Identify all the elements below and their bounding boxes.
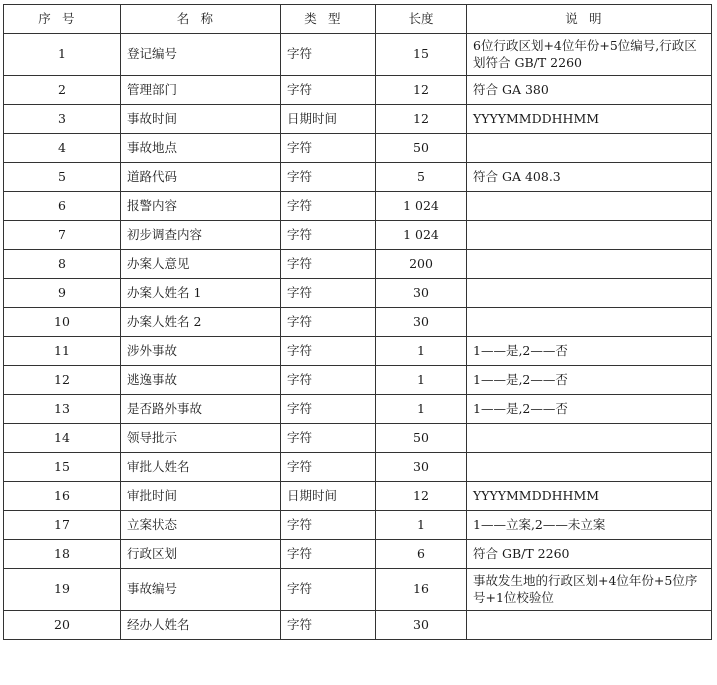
table-row — [4, 34, 712, 76]
cell-seq: 14 — [4, 424, 121, 453]
cell-description: 1——立案,2——未立案 — [467, 511, 712, 540]
cell-seq: 19 — [4, 569, 121, 611]
table-row — [4, 105, 712, 134]
cell-name: 涉外事故 — [121, 337, 281, 366]
header-length: 长度 — [376, 5, 467, 34]
cell-description — [467, 250, 712, 279]
cell-length: 50 — [376, 134, 467, 163]
cell-length: 30 — [376, 279, 467, 308]
cell-length: 12 — [376, 76, 467, 105]
cell-name: 办案人姓名 1 — [121, 279, 281, 308]
cell-length: 1 024 — [376, 221, 467, 250]
cell-name: 事故地点 — [121, 134, 281, 163]
cell-name: 道路代码 — [121, 163, 281, 192]
table-row — [4, 482, 712, 511]
cell-description — [467, 611, 712, 640]
cell-length: 12 — [376, 482, 467, 511]
cell-length: 15 — [376, 34, 467, 76]
cell-description: YYYYMMDDHHMM — [467, 105, 712, 134]
cell-name: 办案人姓名 2 — [121, 308, 281, 337]
cell-description: YYYYMMDDHHMM — [467, 482, 712, 511]
cell-seq: 10 — [4, 308, 121, 337]
cell-description: 6位行政区划+4位年份+5位编号,行政区划符合 GB/T 2260 — [467, 34, 712, 76]
table-row — [4, 511, 712, 540]
cell-name: 管理部门 — [121, 76, 281, 105]
cell-seq: 7 — [4, 221, 121, 250]
header-name: 名称 — [121, 5, 281, 34]
header-description: 说明 — [467, 5, 712, 34]
cell-length: 50 — [376, 424, 467, 453]
cell-type: 字符 — [281, 221, 376, 250]
cell-type: 字符 — [281, 76, 376, 105]
cell-description: 符合 GB/T 2260 — [467, 540, 712, 569]
table-row — [4, 569, 712, 611]
cell-name: 报警内容 — [121, 192, 281, 221]
table-row — [4, 424, 712, 453]
table-row — [4, 337, 712, 366]
cell-seq: 20 — [4, 611, 121, 640]
cell-description — [467, 192, 712, 221]
cell-name: 立案状态 — [121, 511, 281, 540]
cell-type: 字符 — [281, 250, 376, 279]
cell-seq: 3 — [4, 105, 121, 134]
cell-name: 领导批示 — [121, 424, 281, 453]
cell-seq: 6 — [4, 192, 121, 221]
cell-type: 字符 — [281, 34, 376, 76]
cell-length: 1 — [376, 366, 467, 395]
cell-seq: 18 — [4, 540, 121, 569]
header-seq: 序号 — [4, 5, 121, 34]
cell-length: 1 — [376, 511, 467, 540]
cell-description: 符合 GA 380 — [467, 76, 712, 105]
cell-type: 字符 — [281, 611, 376, 640]
cell-seq: 9 — [4, 279, 121, 308]
cell-seq: 2 — [4, 76, 121, 105]
cell-type: 字符 — [281, 192, 376, 221]
cell-description: 1——是,2——否 — [467, 395, 712, 424]
cell-length: 16 — [376, 569, 467, 611]
cell-seq: 17 — [4, 511, 121, 540]
table-row — [4, 540, 712, 569]
table-row — [4, 221, 712, 250]
cell-length: 5 — [376, 163, 467, 192]
cell-length: 30 — [376, 308, 467, 337]
cell-length: 30 — [376, 611, 467, 640]
cell-seq: 15 — [4, 453, 121, 482]
table-body — [4, 34, 712, 640]
cell-type: 字符 — [281, 366, 376, 395]
table-row — [4, 76, 712, 105]
field-spec-table — [3, 4, 712, 640]
cell-name: 行政区划 — [121, 540, 281, 569]
cell-length: 6 — [376, 540, 467, 569]
cell-name: 事故编号 — [121, 569, 281, 611]
cell-name: 是否路外事故 — [121, 395, 281, 424]
cell-length: 12 — [376, 105, 467, 134]
cell-type: 字符 — [281, 395, 376, 424]
cell-type: 字符 — [281, 308, 376, 337]
cell-length: 30 — [376, 453, 467, 482]
cell-type: 字符 — [281, 569, 376, 611]
cell-type: 字符 — [281, 163, 376, 192]
table-row — [4, 611, 712, 640]
cell-length: 1 024 — [376, 192, 467, 221]
table-row — [4, 279, 712, 308]
cell-seq: 1 — [4, 34, 121, 76]
cell-description — [467, 424, 712, 453]
cell-length: 1 — [376, 337, 467, 366]
cell-seq: 13 — [4, 395, 121, 424]
cell-type: 字符 — [281, 279, 376, 308]
cell-name: 审批人姓名 — [121, 453, 281, 482]
cell-name: 事故时间 — [121, 105, 281, 134]
table-row — [4, 192, 712, 221]
cell-seq: 5 — [4, 163, 121, 192]
cell-description — [467, 279, 712, 308]
cell-description: 1——是,2——否 — [467, 366, 712, 395]
cell-seq: 16 — [4, 482, 121, 511]
table-row — [4, 453, 712, 482]
cell-description: 事故发生地的行政区划+4位年份+5位序号+1位校验位 — [467, 569, 712, 611]
cell-type: 日期时间 — [281, 105, 376, 134]
table-row — [4, 308, 712, 337]
cell-type: 字符 — [281, 337, 376, 366]
cell-type: 日期时间 — [281, 482, 376, 511]
cell-length: 200 — [376, 250, 467, 279]
cell-type: 字符 — [281, 540, 376, 569]
cell-seq: 11 — [4, 337, 121, 366]
cell-seq: 8 — [4, 250, 121, 279]
cell-name: 经办人姓名 — [121, 611, 281, 640]
table-header-row — [4, 5, 712, 34]
cell-type: 字符 — [281, 134, 376, 163]
table-row — [4, 134, 712, 163]
cell-type: 字符 — [281, 424, 376, 453]
cell-seq: 12 — [4, 366, 121, 395]
cell-length: 1 — [376, 395, 467, 424]
table-row — [4, 395, 712, 424]
cell-description — [467, 453, 712, 482]
cell-name: 初步调查内容 — [121, 221, 281, 250]
cell-name: 办案人意见 — [121, 250, 281, 279]
cell-name: 逃逸事故 — [121, 366, 281, 395]
cell-seq: 4 — [4, 134, 121, 163]
cell-description — [467, 221, 712, 250]
table-row — [4, 163, 712, 192]
header-type: 类型 — [281, 5, 376, 34]
cell-name: 审批时间 — [121, 482, 281, 511]
cell-description — [467, 134, 712, 163]
table-row — [4, 250, 712, 279]
cell-type: 字符 — [281, 511, 376, 540]
cell-description — [467, 308, 712, 337]
cell-name: 登记编号 — [121, 34, 281, 76]
cell-description: 符合 GA 408.3 — [467, 163, 712, 192]
table-row — [4, 366, 712, 395]
cell-description: 1——是,2——否 — [467, 337, 712, 366]
cell-type: 字符 — [281, 453, 376, 482]
